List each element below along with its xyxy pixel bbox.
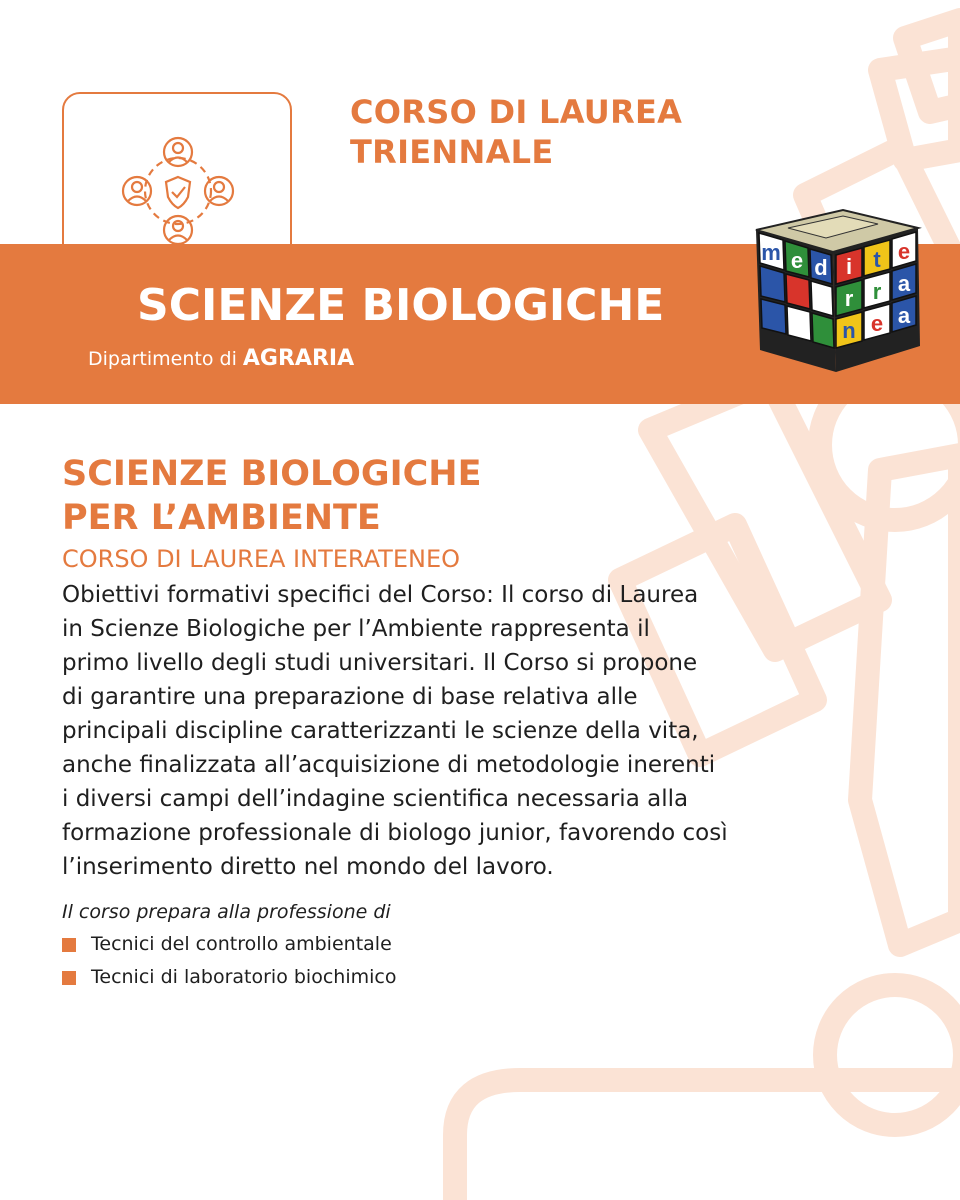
list-item xyxy=(62,961,922,994)
profession-label: Tecnici di laboratorio biochimico xyxy=(91,966,397,988)
description-line: formazione professionale di biologo junior, favorendo così xyxy=(62,820,728,846)
description-line: l’inserimento diretto nel mondo del lavoro. xyxy=(62,854,554,880)
cube-letter-r2: r xyxy=(872,279,882,304)
description-line: primo livello degli studi universitari. Il Corso si propone xyxy=(62,650,698,676)
description-line: principali discipline caratterizzanti le scienze della vita, xyxy=(62,718,699,744)
program-subtitle: CORSO DI LAUREA INTERATENEO xyxy=(62,545,461,573)
square-bullet-icon xyxy=(62,971,76,985)
course-type-heading xyxy=(350,92,682,172)
description-line: di garantire una preparazione di base relativa alle xyxy=(62,684,638,710)
cube-letter-r: r xyxy=(844,286,854,311)
degree-title: SCIENZE BIOLOGICHE xyxy=(137,280,665,331)
square-bullet-icon xyxy=(62,938,76,952)
description-line: i diversi campi dell’indagine scientifica necessaria alla xyxy=(62,786,689,812)
description-line: in Scienze Biologiche per l’Ambiente rappresenta il xyxy=(62,616,650,642)
program-title-line2: PER L’AMBIENTE xyxy=(62,498,381,538)
description-line: Obiettivi formativi specifici del Corso: Il corso di Laurea xyxy=(62,582,699,608)
cube-letter-e: e xyxy=(790,248,804,273)
department-label xyxy=(88,344,354,374)
program-description xyxy=(62,578,922,884)
cube-letter-a: a xyxy=(897,271,911,296)
professions-intro: Il corso prepara alla professione di xyxy=(62,901,391,923)
cube-letter-i: i xyxy=(845,254,853,279)
cube-letter-e3: e xyxy=(870,311,884,336)
cube-letter-e2: e xyxy=(897,239,911,264)
people-shield-icon xyxy=(118,135,238,247)
course-type-line1: CORSO DI LAUREA xyxy=(350,93,683,131)
professions-list xyxy=(62,928,922,994)
program-title xyxy=(62,452,922,540)
mediterranea-cube-logo xyxy=(748,200,928,372)
list-item xyxy=(62,928,922,961)
cube-letter-a2: a xyxy=(897,303,911,328)
department-prefix: Dipartimento di xyxy=(88,348,237,370)
program-title-line1: SCIENZE BIOLOGICHE xyxy=(62,454,482,494)
cube-letter-m: m xyxy=(761,240,781,265)
program-section xyxy=(62,452,922,994)
description-line: anche finalizzata all’acquisizione di metodologie inerenti xyxy=(62,752,716,778)
cube-letter-d: d xyxy=(814,255,828,280)
cube-letter-t: t xyxy=(873,247,881,272)
profession-label: Tecnici del controllo ambientale xyxy=(91,933,392,955)
cube-letter-n: n xyxy=(842,318,856,343)
department-name: AGRARIA xyxy=(242,346,355,371)
course-type-line2: TRIENNALE xyxy=(350,133,554,171)
